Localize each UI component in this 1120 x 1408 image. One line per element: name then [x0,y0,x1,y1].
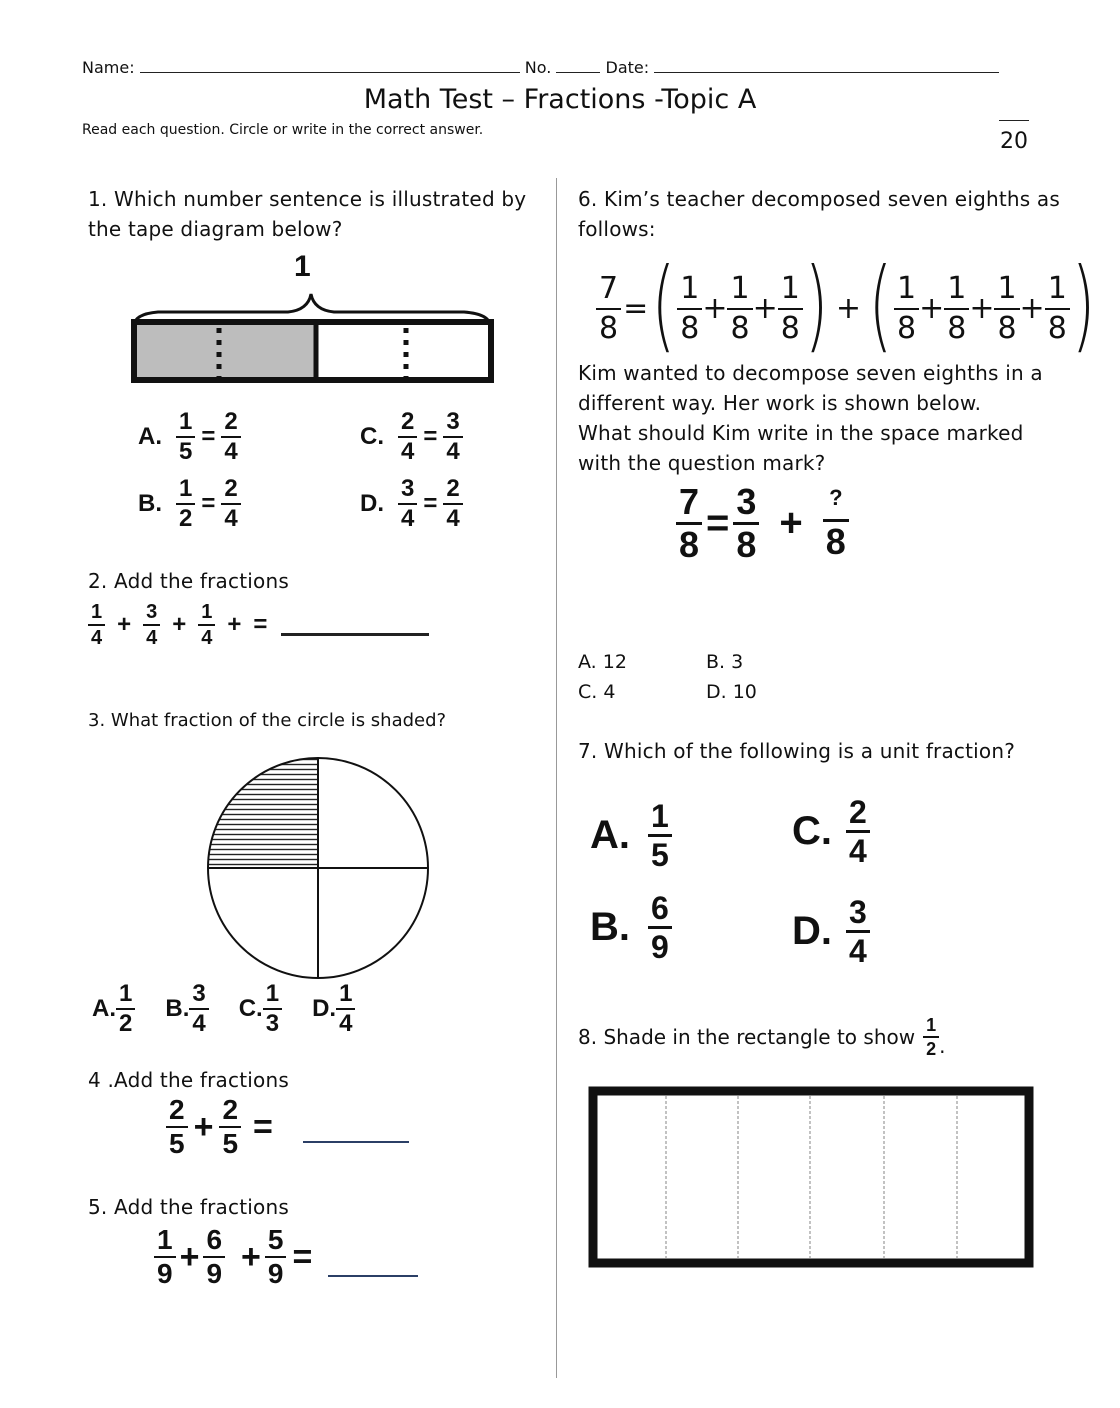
plus-sign: + [919,291,945,326]
q6-seven-eighths: $\frac{7}{8}$ [596,274,621,344]
question-5-text: 5. Add the fractions [88,1195,289,1219]
name-field[interactable] [140,58,520,73]
q7-option-d-fraction: $\frac{3}{4}$ [846,896,870,967]
equals-sign: = [623,291,649,326]
unit-fraction: $\frac{1}{8}$ [677,274,702,344]
question-7-text: 7. Which of the following is a unit fraction? [578,739,1016,763]
question-4-text: 4 .Add the fractions [88,1068,289,1092]
equals-sign: = [201,490,216,517]
q8-one-half: $\frac{1}{2}$ [923,1016,939,1058]
header-name-row [82,58,999,77]
question-2-text: 2. Add the fractions [88,569,289,593]
score-total: 20 [1000,129,1028,154]
q3-option-a-fraction: $\frac{1}{2}$ [116,982,135,1036]
q7-option-a-fraction: $\frac{1}{5}$ [648,800,672,871]
plus-sign: + [835,291,861,326]
q8-period: . [939,1034,946,1058]
q6-answer-row-1 [578,647,757,677]
date-label: Date: [605,58,650,77]
q3-option-d-fraction: $\frac{1}{4}$ [336,982,355,1036]
q1-option-a-right-fraction: $\frac{2}{4}$ [221,410,240,464]
question-2-expression [88,602,429,648]
question-8-prompt: 8. Shade in the rectangle to show [578,1025,916,1049]
equals-sign: = [706,501,730,545]
q3-option-a[interactable] [92,982,135,1036]
left-paren-icon: ( [652,246,676,363]
q5-fraction-3: $\frac{5}{9}$ [265,1226,287,1288]
q1-option-b-letter: B. [138,490,162,517]
q1-option-c[interactable] [360,410,463,464]
q3-option-b[interactable] [165,982,208,1036]
plus-sign: + [117,611,132,638]
question-1-text [88,184,526,244]
q1-option-d-right-fraction: $\frac{2}{4}$ [443,477,462,531]
q5-fraction-1: $\frac{1}{9}$ [154,1226,176,1288]
tape-diagram [128,280,498,386]
q1-option-a-letter: A. [138,423,162,450]
q1-option-a-left-fraction: $\frac{1}{5}$ [176,410,195,464]
shade-rectangle[interactable] [588,1086,1036,1268]
left-paren-icon: ( [868,246,893,363]
q1-option-d-left-fraction: $\frac{3}{4}$ [398,477,417,531]
q3-option-b-letter: B. [165,995,190,1022]
q7-option-a-letter: A. [590,813,630,857]
right-paren-icon: ) [1071,246,1095,363]
unit-fraction: $\frac{1}{8}$ [727,274,752,344]
name-label: Name: [82,58,135,77]
question-1-line-1: 1. Which number sentence is illustrated by [88,187,527,211]
plus-sign: + [752,291,778,326]
q1-option-b[interactable] [138,477,241,531]
q5-answer-field[interactable] [328,1237,418,1277]
q7-option-c-letter: C. [792,809,832,853]
q6-kim-work [676,481,849,565]
q2-fraction-3: $\frac{1}{4}$ [198,602,215,648]
question-6-followup [578,358,1043,478]
equals-sign: = [253,1107,273,1146]
plus-sign: + [969,291,995,326]
plus-sign: + [241,1237,261,1276]
number-field[interactable] [556,58,600,73]
q7-option-b[interactable] [590,892,672,963]
question-5-expression [154,1226,418,1288]
equals-sign: = [292,1237,313,1276]
instructions: Read each question. Circle or write in the correct answer. [82,122,484,138]
question-6-line-2: follows: [578,217,656,241]
q4-fraction-2: $\frac{2}{5}$ [219,1096,241,1158]
q3-option-d[interactable] [312,982,355,1036]
unit-fraction: $\frac{1}{8}$ [994,274,1019,344]
date-field[interactable] [654,58,999,73]
equals-sign: = [423,423,438,450]
question-6-text [578,184,1060,244]
q6-answer-d[interactable]: D. 10 [706,681,757,703]
q4-fraction-1: $\frac{2}{5}$ [166,1096,188,1158]
q2-fraction-2: $\frac{3}{4}$ [143,602,160,648]
question-8-text [578,1016,945,1058]
q3-options [92,982,355,1036]
q7-option-b-fraction: $\frac{6}{9}$ [648,892,672,963]
q1-option-c-letter: C. [360,423,384,450]
tape-whole-label: 1 [294,250,311,283]
q6-answer-c[interactable]: C. 4 [578,681,616,703]
q6-answer-b[interactable]: B. 3 [706,651,744,673]
q6-answer-row-2 [578,677,757,707]
q1-option-b-left-fraction: $\frac{1}{2}$ [176,477,195,531]
kim-three-eighths: $\frac{3}{8}$ [733,484,759,563]
equals-sign: = [253,611,268,638]
q2-fraction-1: $\frac{1}{4}$ [88,602,105,648]
question-3-text: 3. What fraction of the circle is shaded? [88,710,447,731]
equals-sign: = [423,490,438,517]
q7-option-d-letter: D. [792,909,832,953]
q1-option-b-right-fraction: $\frac{2}{4}$ [221,477,240,531]
q3-option-d-letter: D. [312,995,337,1022]
unit-fraction: $\frac{1}{8}$ [944,274,969,344]
q3-option-a-letter: A. [92,995,116,1022]
unit-fraction: $\frac{1}{8}$ [778,274,803,344]
tape-shaded-part [134,322,316,380]
question-6-line-1: 6. Kim’s teacher decomposed seven eighths as [578,187,1061,211]
plus-sign: + [193,1107,214,1146]
q3-option-c-letter: C. [238,995,263,1022]
q7-option-d[interactable] [792,896,870,967]
q6-answer-a[interactable]: A. 12 [578,651,627,673]
score-blank[interactable] [999,110,1029,121]
question-6-followup-line-2: different way. Her work is shown below. [578,391,982,415]
q4-answer-field[interactable] [303,1111,409,1143]
kim-seven-eighths: $\frac{7}{8}$ [676,484,702,563]
q1-option-a[interactable] [138,410,241,464]
q1-option-c-right-fraction: $\frac{3}{4}$ [443,410,462,464]
score-box [997,106,1031,154]
circle-shaded-region [202,752,318,868]
q7-option-c[interactable] [792,796,870,867]
unit-fraction: $\frac{1}{8}$ [1045,274,1070,344]
question-4-expression [166,1096,409,1158]
plus-sign: + [1019,291,1045,326]
page-title: Math Test – Fractions -Topic A [363,84,757,115]
q5-fraction-2: $\frac{6}{9}$ [203,1226,225,1288]
question-1-line-2: the tape diagram below? [88,217,343,241]
equals-sign: = [201,423,216,450]
q7-option-a[interactable] [590,800,672,871]
plus-sign: + [179,1237,200,1276]
q3-option-b-fraction: $\frac{3}{4}$ [189,982,208,1036]
column-divider [556,178,557,1378]
plus-sign: + [779,501,803,545]
question-6-followup-line-3: What should Kim write in the space marked [578,421,1024,445]
q7-option-b-letter: B. [590,905,630,949]
number-label: No. [524,58,552,77]
q1-option-d[interactable] [360,477,463,531]
right-paren-icon: ) [804,246,829,363]
unit-fraction: $\frac{1}{8}$ [894,274,919,344]
q7-option-c-fraction: $\frac{2}{4}$ [846,796,870,867]
q1-option-d-letter: D. [360,490,384,517]
q3-option-c[interactable] [239,982,282,1036]
q2-answer-field[interactable] [281,615,429,636]
shade-rectangle-outline [593,1091,1029,1263]
q6-teacher-decomposition [596,246,1097,363]
q1-option-c-left-fraction: $\frac{2}{4}$ [398,410,417,464]
shaded-circle [202,752,434,984]
plus-sign: + [227,611,242,638]
plus-sign: + [172,611,187,638]
q3-option-c-fraction: $\frac{1}{3}$ [263,982,282,1036]
plus-sign: + [702,291,728,326]
question-6-followup-line-1: Kim wanted to decompose seven eighths in a [578,361,1043,385]
question-6-followup-line-4: with the question mark? [578,451,826,475]
kim-unknown-eighths: $\frac{?}{8}$ [823,487,849,560]
q6-answer-choices [578,647,757,707]
